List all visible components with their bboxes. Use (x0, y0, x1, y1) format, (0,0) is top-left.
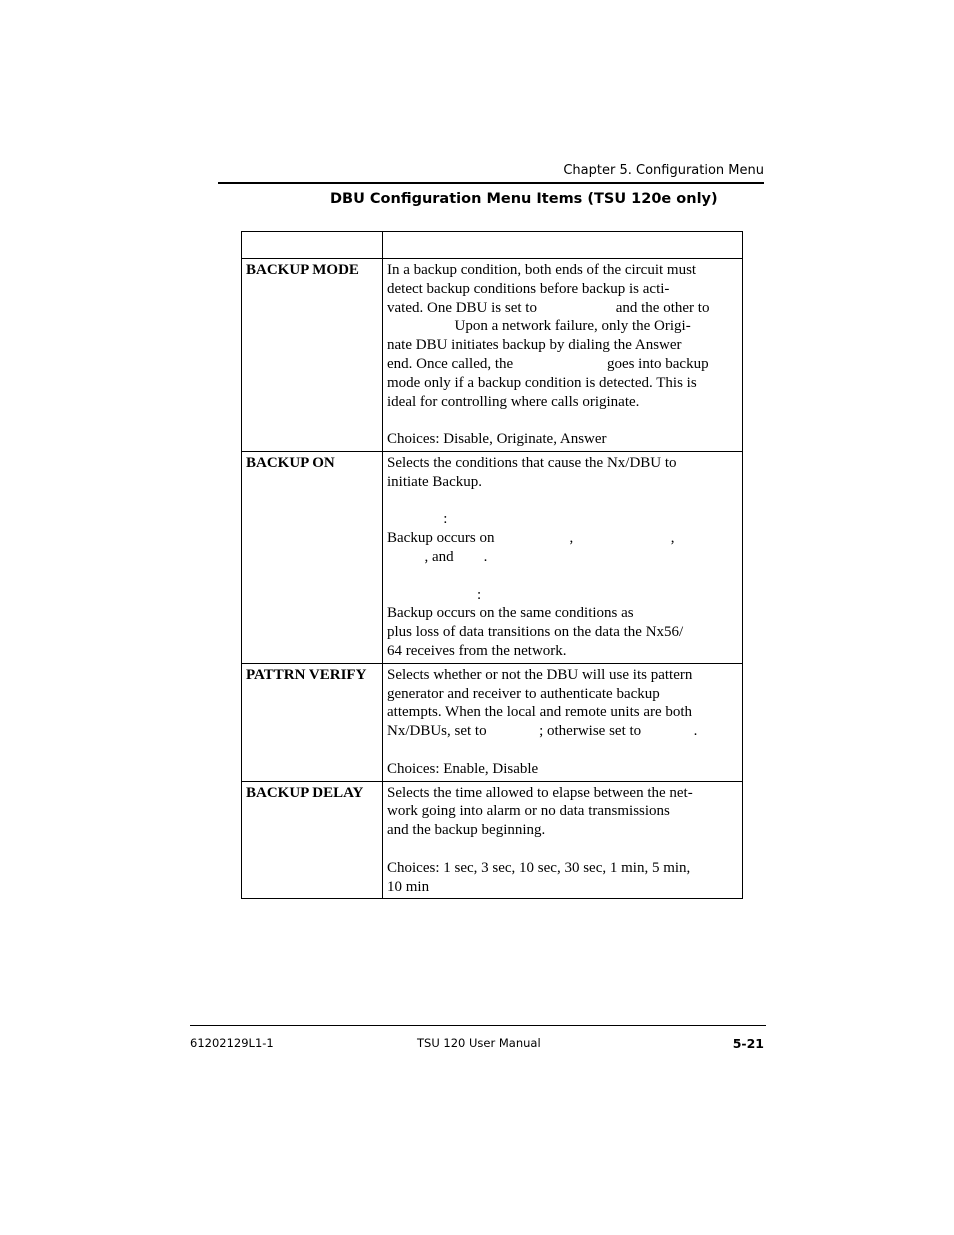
description-line: generator and receiver to authenticate backup (387, 685, 660, 702)
description-line: work going into alarm or no data transmissions (387, 803, 670, 820)
condition-heading: : (387, 586, 482, 603)
description-line: Selects the time allowed to elapse between the net- (387, 784, 693, 801)
doc-number: 61202129L1-1 (190, 1036, 274, 1050)
table-row (242, 663, 743, 781)
description-line: Selects whether or not the DBU will use its pattern (387, 666, 693, 683)
description-line: end. Once called, the goes into backup (387, 355, 709, 372)
spacer (387, 411, 738, 430)
table-row (242, 781, 743, 899)
item-name: PATTRN VERIFY (242, 663, 383, 781)
description-line: attempts. When the local and remote units are both (387, 704, 693, 721)
table-row (242, 259, 743, 452)
spacer (387, 567, 738, 586)
item-description (383, 781, 743, 899)
chapter-header: Chapter 5. Configuration Menu (563, 163, 764, 178)
item-description (383, 663, 743, 781)
description-line: plus loss of data transitions on the data the Nx56/ (387, 624, 684, 641)
description-line: ideal for controlling where calls originate. (387, 393, 640, 410)
header-rule (218, 182, 764, 184)
description-line: Upon a network failure, only the Origi- (387, 318, 691, 335)
footer-rule (190, 1025, 766, 1026)
table-header-row (242, 232, 743, 259)
description-line: Nx/DBUs, set to ; otherwise set to . (387, 723, 698, 740)
spacer (387, 492, 738, 511)
choices-line: 10 min (387, 878, 430, 895)
description-line: mode only if a backup condition is detected. This is (387, 374, 697, 391)
item-name: BACKUP MODE (242, 259, 383, 452)
item-name: BACKUP ON (242, 451, 383, 663)
condition-heading: : (387, 511, 448, 528)
item-description (383, 451, 743, 663)
page-number: 5-21 (732, 1036, 764, 1051)
dbu-config-table (241, 231, 743, 899)
description-line: detect backup conditions before backup is acti- (387, 280, 670, 297)
description-line: Backup occurs on , , (387, 530, 675, 547)
table-title: DBU Configuration Menu Items (TSU 120e only) (330, 191, 718, 207)
description-line: Selects the conditions that cause the Nx/DBU to (387, 454, 677, 471)
choices-line: Choices: 1 sec, 3 sec, 10 sec, 30 sec, 1 min, 5 min, (387, 859, 691, 876)
description-line: 64 receives from the network. (387, 642, 567, 659)
item-name: BACKUP DELAY (242, 781, 383, 899)
spacer (387, 840, 738, 859)
description-line: initiate Backup. (387, 473, 482, 490)
table-row (242, 451, 743, 663)
item-description (383, 259, 743, 452)
choices-line: Choices: Enable, Disable (387, 760, 539, 777)
description-line: and the backup beginning. (387, 822, 546, 839)
description-line: Backup occurs on the same conditions as (387, 605, 634, 622)
choices-line: Choices: Disable, Originate, Answer (387, 431, 607, 448)
header-cell-item (242, 232, 383, 259)
manual-title: TSU 120 User Manual (417, 1036, 541, 1050)
description-line: nate DBU initiates backup by dialing the Answer (387, 337, 682, 354)
header-cell-description (383, 232, 743, 259)
description-line: In a backup condition, both ends of the circuit must (387, 262, 697, 278)
description-line: , and . (387, 548, 488, 565)
description-line: vated. One DBU is set to and the other to (387, 299, 710, 316)
spacer (387, 741, 738, 760)
